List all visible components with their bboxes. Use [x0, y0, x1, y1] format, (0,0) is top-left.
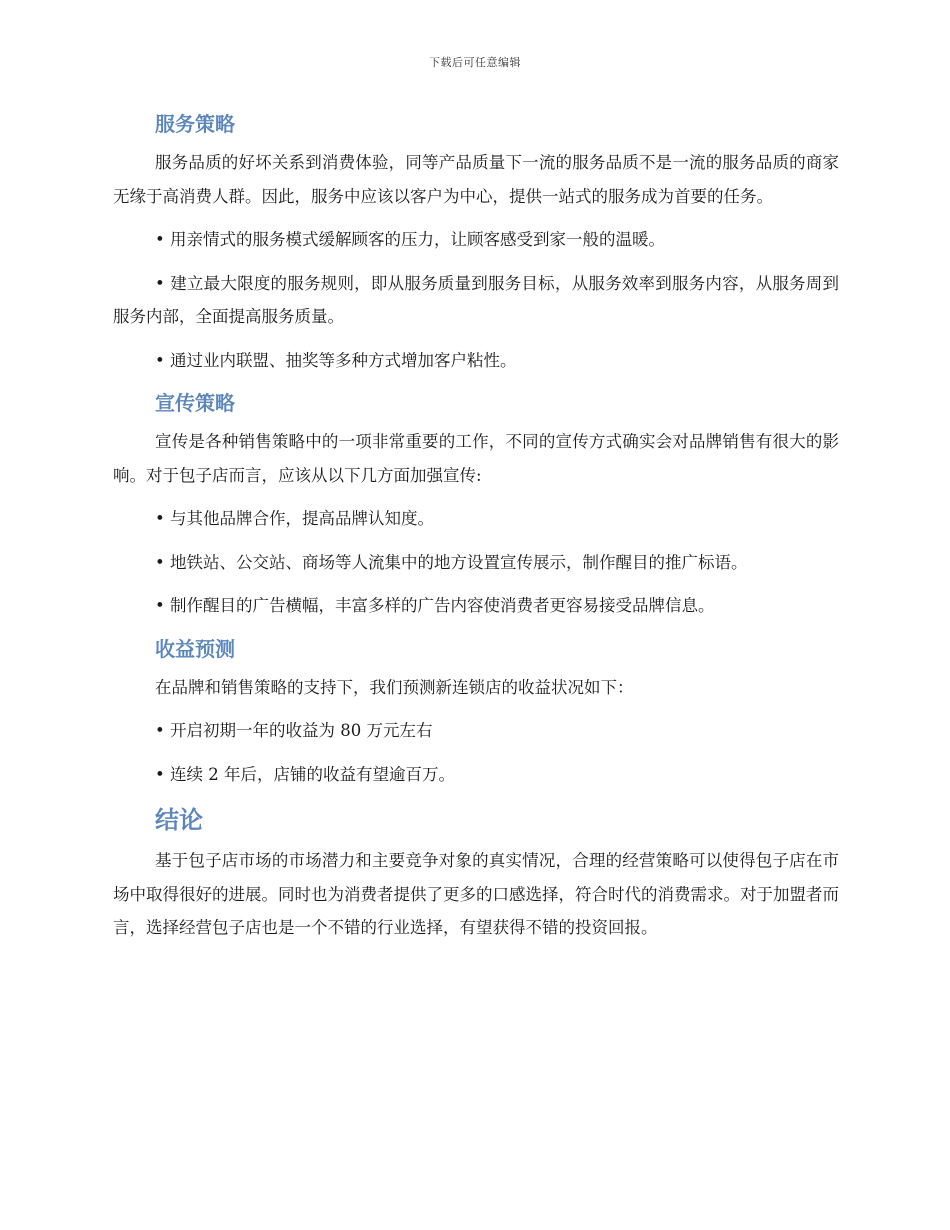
- promotion-intro-paragraph: 宣传是各种销售策略中的一项非常重要的工作，不同的宣传方式确实会对品牌销售有很大的影响。对于包子店而言，应该从以下几方面加强宣传:: [113, 432, 839, 485]
- service-bullet-2: • 建立最大限度的服务规则，即从服务质量到服务目标，从服务效率到服务内容，从服务周到服务内部，全面提高服务质量。: [113, 273, 839, 326]
- section-title-promotion: 宣传策略: [155, 391, 235, 415]
- service-bullet-1: • 用亲情式的服务模式缓解顾客的压力，让顾客感受到家一般的温暖。: [155, 230, 665, 249]
- page-header: 下载后可任意编辑: [429, 56, 521, 69]
- service-intro-paragraph: 服务品质的好坏关系到消费体验，同等产品质量下一流的服务品质不是一流的服务品质的商家无缘于高消费人群。因此，服务中应该以客户为中心，提供一站式的服务成为首要的任务。: [113, 153, 839, 206]
- section-title-conclusion: 结论: [155, 806, 203, 834]
- conclusion-paragraph: 基于包子店市场的市场潜力和主要竞争对象的真实情况，合理的经营策略可以使得包子店在市场中取得很好的进展。同时也为消费者提供了更多的口感选择，符合时代的消费需求。对于加盟者而言，选择经营包子店也是一个不错的行业选择，有望获得不错的投资回报。: [113, 851, 839, 937]
- revenue-bullet-2: • 连续 2 年后，店铺的收益有望逾百万。: [155, 764, 455, 784]
- section-title-service: 服务策略: [155, 112, 235, 136]
- promotion-bullet-2: • 地铁站、公交站、商场等人流集中的地方设置宣传展示，制作醒目的推广标语。: [155, 552, 748, 572]
- revenue-intro-paragraph: 在品牌和销售策略的支持下，我们预测新连锁店的收益状况如下：: [155, 677, 634, 697]
- promotion-bullet-3: • 制作醒目的广告横幅，丰富多样的广告内容使消费者更容易接受品牌信息。: [155, 596, 715, 615]
- promotion-bullet-1: • 与其他品牌合作，提高品牌认知度。: [155, 509, 434, 528]
- revenue-bullet-1: • 开启初期一年的收益为 80 万元左右: [155, 721, 433, 740]
- document-body: [113, 108, 839, 945]
- service-bullet-3: • 通过业内联盟、抽奖等多种方式增加客户粘性。: [155, 350, 517, 370]
- section-title-revenue: 收益预测: [155, 636, 235, 661]
